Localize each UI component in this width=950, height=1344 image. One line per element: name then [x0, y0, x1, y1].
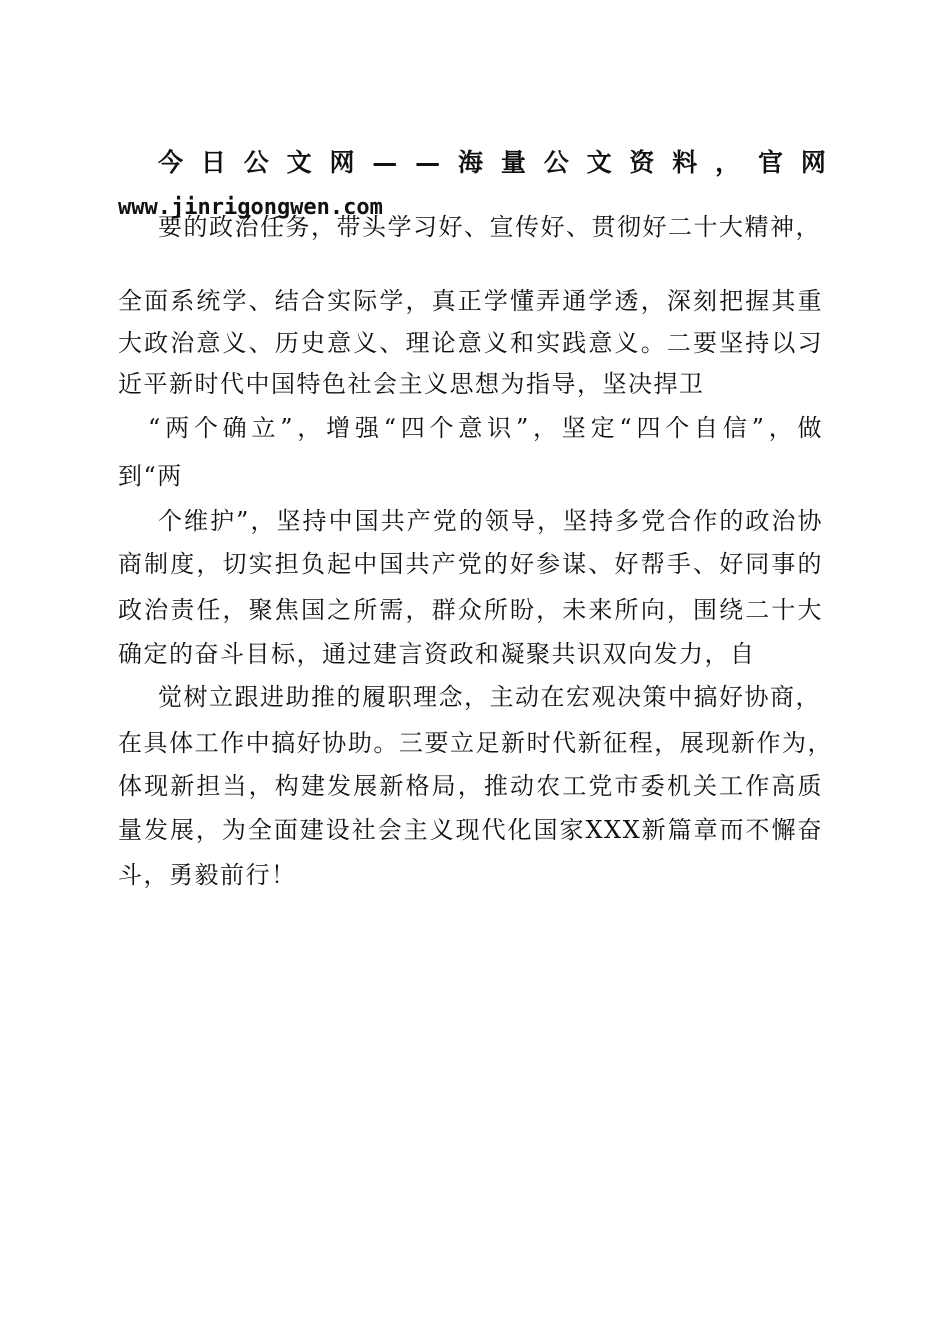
body-line: 大政治意义、历史意义、理论意义和实践意义。二要坚持以习	[118, 329, 823, 357]
header-char: 官	[758, 148, 784, 177]
header-char: 料	[672, 148, 698, 177]
body-line: 到“两	[118, 462, 183, 490]
header-char: 海	[457, 148, 483, 177]
body-line: 确定的奋斗目标，通过建言资政和凝聚共识双向发力，自	[118, 640, 756, 668]
body-line: 全面系统学、结合实际学，真正学懂弄通学透，深刻把握其重	[118, 287, 823, 315]
body-line: “两个确立”，增强“四个意识”，坚定“四个自信”，做	[148, 414, 823, 442]
header-char: 公	[243, 148, 269, 177]
body-line: 近平新时代中国特色社会主义思想为指导，坚决捍卫	[118, 370, 705, 398]
body-line: 斗，勇毅前行！	[118, 861, 297, 889]
header-char: 量	[500, 148, 526, 177]
header-char: 网	[329, 148, 355, 177]
header-char: —	[372, 148, 398, 177]
body-line: 觉树立跟进助推的履职理念，主动在宏观决策中搞好协商，	[158, 683, 821, 711]
header-char: ，	[715, 148, 741, 177]
header-char: 文	[286, 148, 312, 177]
header-char: 日	[200, 148, 226, 177]
body-line: 体现新担当，构建发展新格局，推动农工党市委机关工作高质	[118, 772, 823, 800]
header-char: 今	[158, 148, 184, 177]
body-line: 量发展，为全面建设社会主义现代化国家XXX新篇章而不懈奋	[118, 816, 823, 844]
body-line: 政治责任，聚焦国之所需，群众所盼，未来所向，围绕二十大	[118, 596, 823, 624]
body-line: 在具体工作中搞好协助。三要立足新时代新征程，展现新作为，	[118, 729, 833, 757]
header-char: 公	[543, 148, 569, 177]
header-char: 资	[629, 148, 655, 177]
header-char: 文	[586, 148, 612, 177]
header-char: —	[415, 148, 441, 177]
body-line: 商制度，切实担负起中国共产党的好参谋、好帮手、好同事的	[118, 550, 823, 578]
header-char: 网	[800, 148, 826, 177]
site-url: www.jinrigongwen.com	[118, 195, 383, 220]
body-line: 要的政治任务，带头学习好、宣传好、贯彻好二十大精神，	[158, 213, 821, 241]
body-line: 个维护”，坚持中国共产党的领导，坚持多党合作的政治协	[158, 507, 823, 535]
site-header-title	[158, 143, 826, 183]
